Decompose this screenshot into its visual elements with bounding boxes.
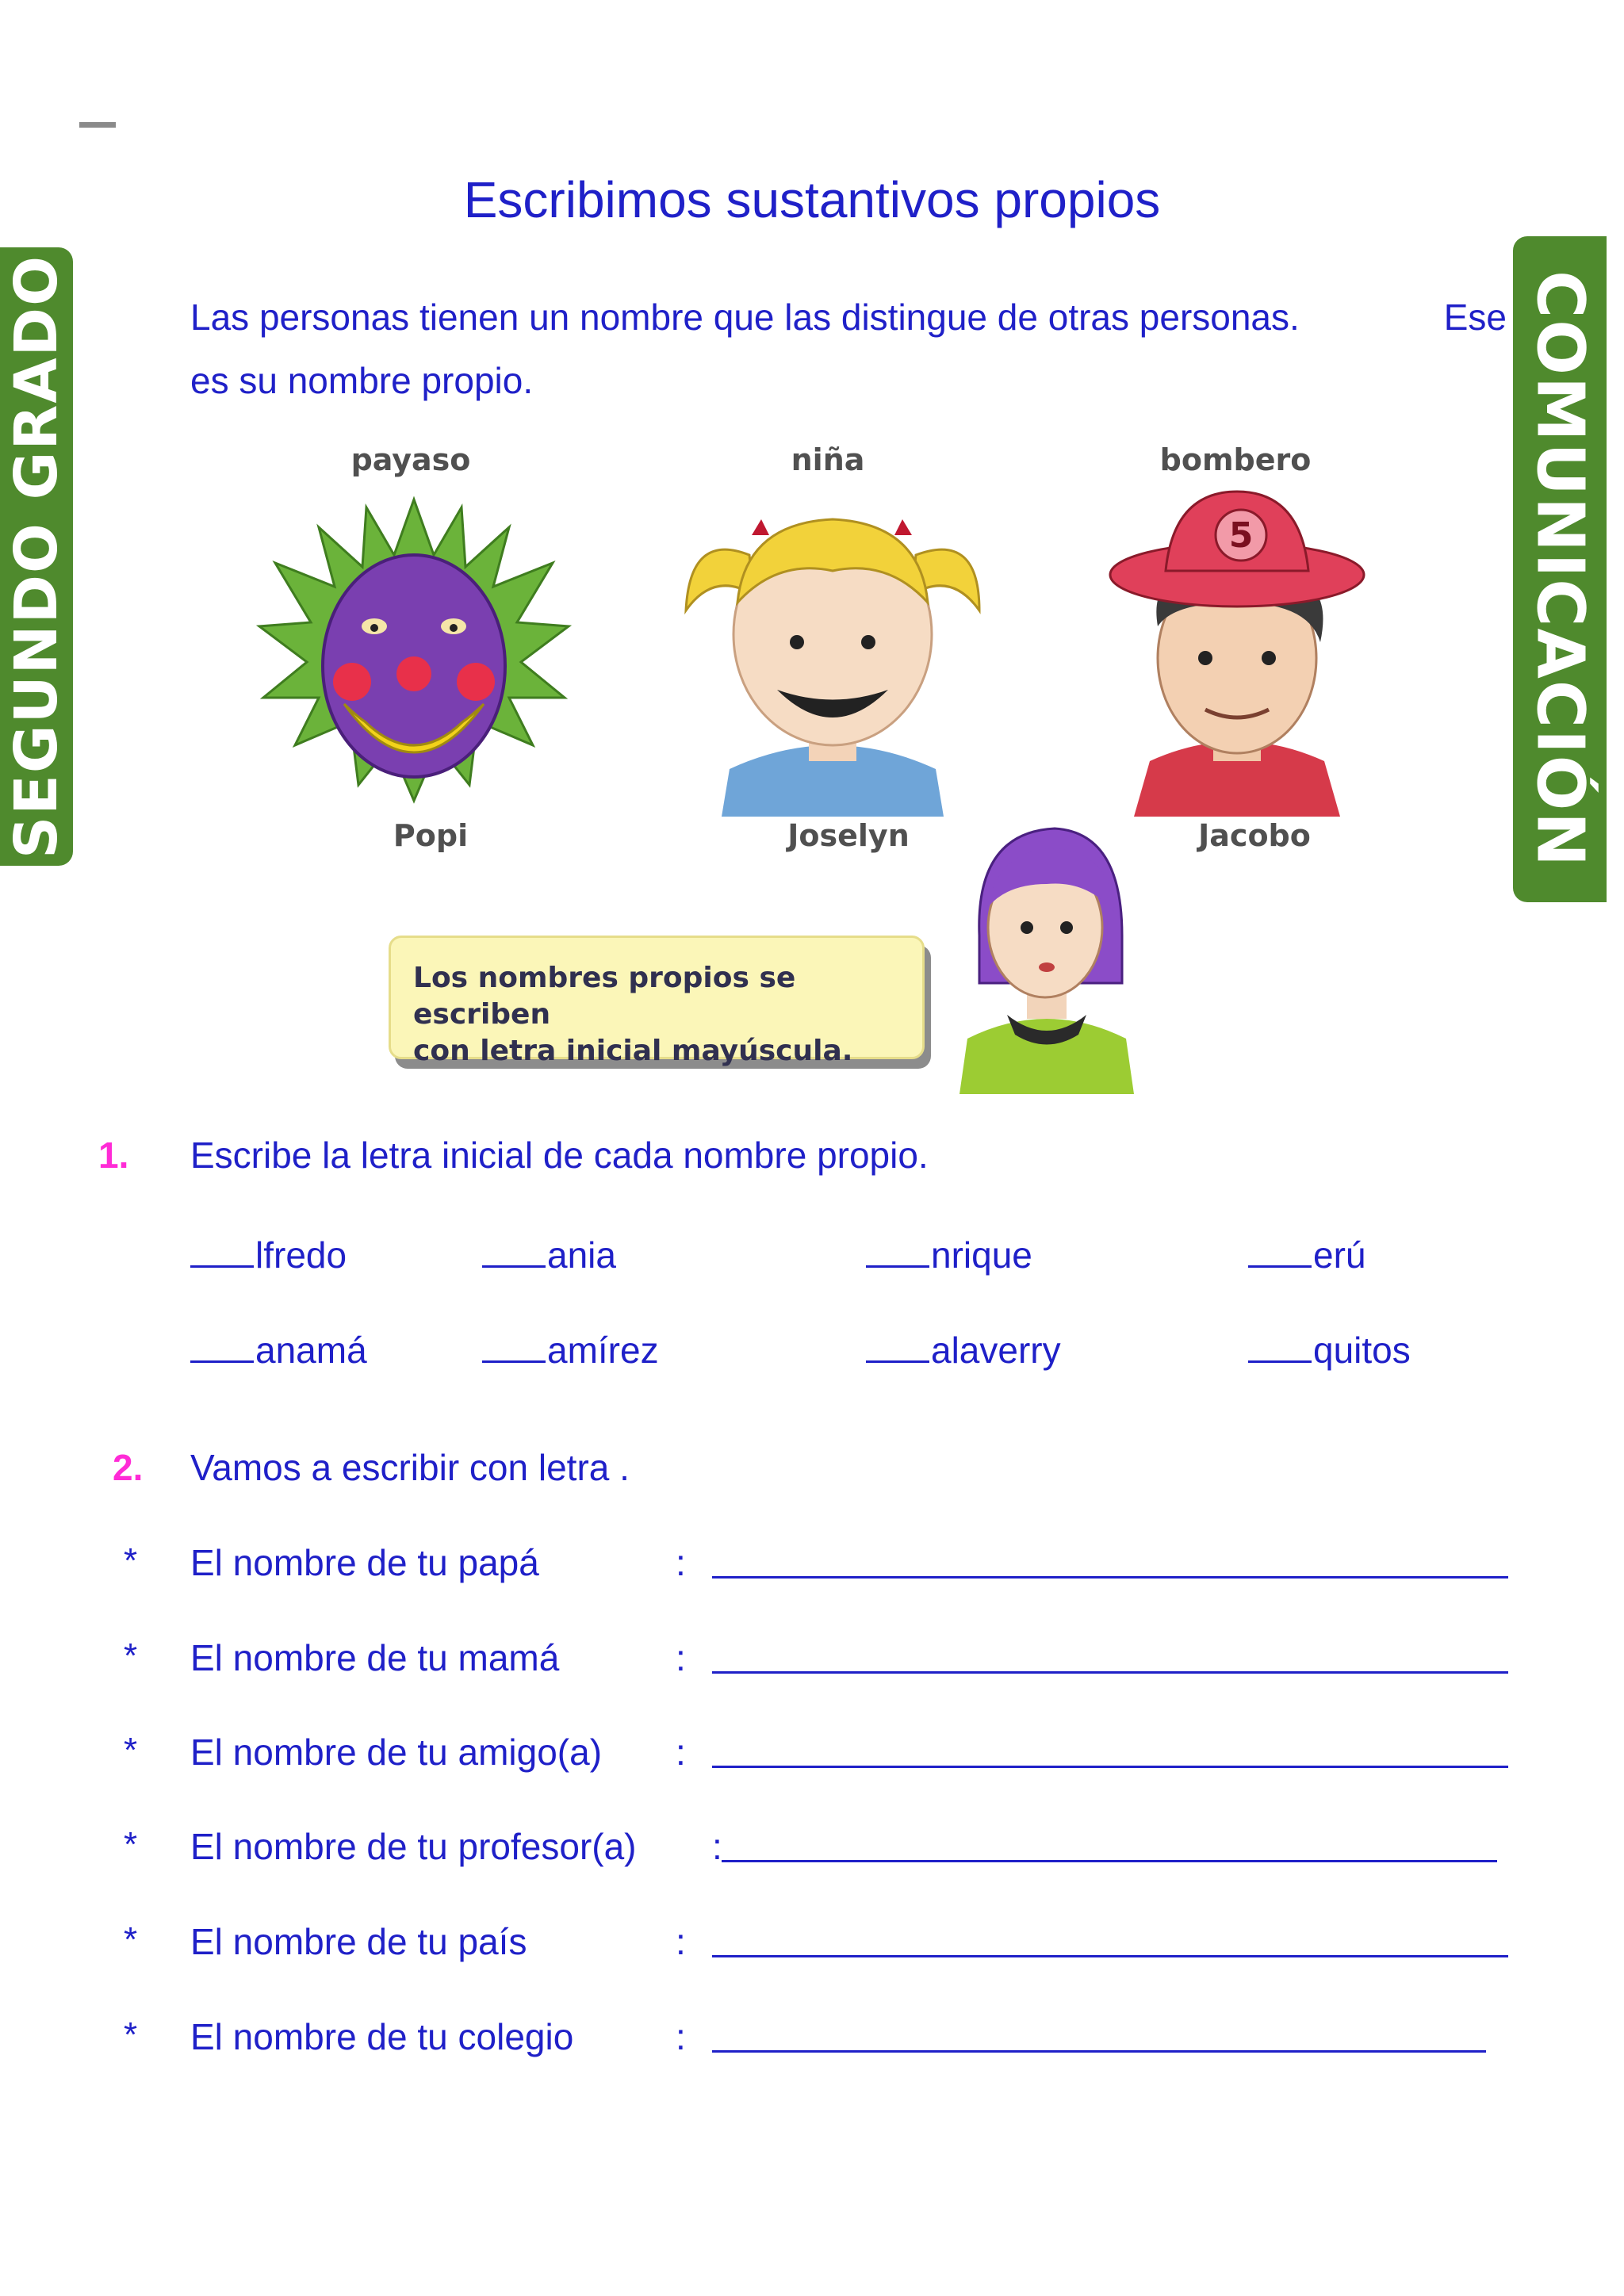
prompt-mama: El nombre de tu mamá [190, 1637, 560, 1678]
clown-illustration [255, 492, 573, 809]
fill-blank-item[interactable]: quitos [1248, 1324, 1411, 1372]
colon: : [676, 1542, 686, 1583]
fill-blank-item[interactable]: ania [482, 1229, 616, 1276]
answer-line-pais[interactable] [712, 1955, 1508, 1957]
letter-blank[interactable] [482, 1229, 546, 1268]
exercise1-number: 1. [98, 1135, 129, 1176]
exercise2-instruction: Vamos a escribir con letra . [190, 1447, 630, 1488]
colon: : [676, 1637, 686, 1678]
subject-side-tab [1513, 236, 1607, 902]
letter-blank[interactable] [190, 1229, 254, 1268]
fill-blank-item[interactable]: erú [1248, 1229, 1365, 1276]
letter-blank[interactable] [866, 1229, 929, 1268]
colon: : [676, 1921, 686, 1962]
bubble-line2: con letra inicial mayúscula. [413, 1035, 853, 1067]
fill-blank-item[interactable]: lfredo [190, 1229, 347, 1276]
illustration [238, 428, 1427, 1094]
speech-bubble [389, 936, 925, 1067]
bubble-line1: Los nombres propios se escriben [413, 962, 796, 1031]
page-title: Escribimos sustantivos propios [463, 171, 1161, 228]
top-dash [79, 122, 116, 128]
prompt-amigo: El nombre de tu amigo(a) [190, 1732, 603, 1773]
answer-line-colegio[interactable] [712, 2050, 1486, 2053]
bullet: * [124, 1825, 138, 1864]
prompt-profesor: El nombre de tu profesor(a) [190, 1826, 637, 1867]
intro-line1: Las personas tienen un nombre que las distingue de otras personas. [190, 297, 1300, 338]
exercise1-instruction: Escribe la letra inicial de cada nombre propio. [190, 1135, 929, 1176]
colon: : [676, 1732, 686, 1773]
letter-blank[interactable] [190, 1324, 254, 1363]
girl-illustration [674, 484, 991, 817]
firefighter-illustration [1102, 484, 1372, 817]
name-joselyn: Joselyn [787, 818, 910, 853]
name-jacobo: Jacobo [1198, 818, 1311, 853]
speaker-girl-illustration [952, 817, 1142, 1094]
prompt-pais: El nombre de tu país [190, 1921, 527, 1962]
bullet: * [124, 1920, 138, 1959]
grade-label: SEGUNDO GRADO [2, 254, 71, 859]
answer-line-mama[interactable] [712, 1671, 1508, 1674]
intro-line1-end: Ese [1443, 297, 1507, 338]
prompt-colegio: El nombre de tu colegio [190, 2016, 574, 2057]
letter-blank[interactable] [866, 1324, 929, 1363]
bullet: * [124, 1731, 138, 1770]
intro-line2: es su nombre propio. [190, 360, 534, 401]
fill-blank-item[interactable]: amírez [482, 1324, 659, 1372]
colon: : [676, 2016, 686, 2057]
intro-paragraph [190, 285, 1507, 412]
colon: : [712, 1826, 722, 1867]
letter-blank[interactable] [1248, 1324, 1312, 1363]
subject-label: COMUNICACIÓN [1522, 270, 1598, 868]
label-payaso: payaso [350, 442, 471, 477]
fill-blank-item[interactable]: anamá [190, 1324, 367, 1372]
answer-line-amigo[interactable] [712, 1766, 1508, 1768]
answer-line-papa[interactable] [712, 1576, 1508, 1578]
answer-line-profesor[interactable] [722, 1860, 1497, 1862]
exercise2-number: 2. [113, 1447, 144, 1488]
bullet: * [124, 1636, 138, 1675]
bullet: * [124, 2015, 138, 2054]
letter-blank[interactable] [1248, 1229, 1312, 1268]
name-popi: Popi [393, 818, 469, 853]
helmet-number: 5 [1228, 515, 1254, 556]
grade-side-tab [0, 247, 73, 866]
bullet: * [124, 1541, 138, 1580]
label-nina: niña [791, 442, 865, 477]
fill-blank-item[interactable]: alaverry [866, 1324, 1061, 1372]
prompt-papa: El nombre de tu papá [190, 1542, 539, 1583]
letter-blank[interactable] [482, 1324, 546, 1363]
label-bombero: bombero [1159, 442, 1312, 477]
fill-blank-item[interactable]: nrique [866, 1229, 1032, 1276]
